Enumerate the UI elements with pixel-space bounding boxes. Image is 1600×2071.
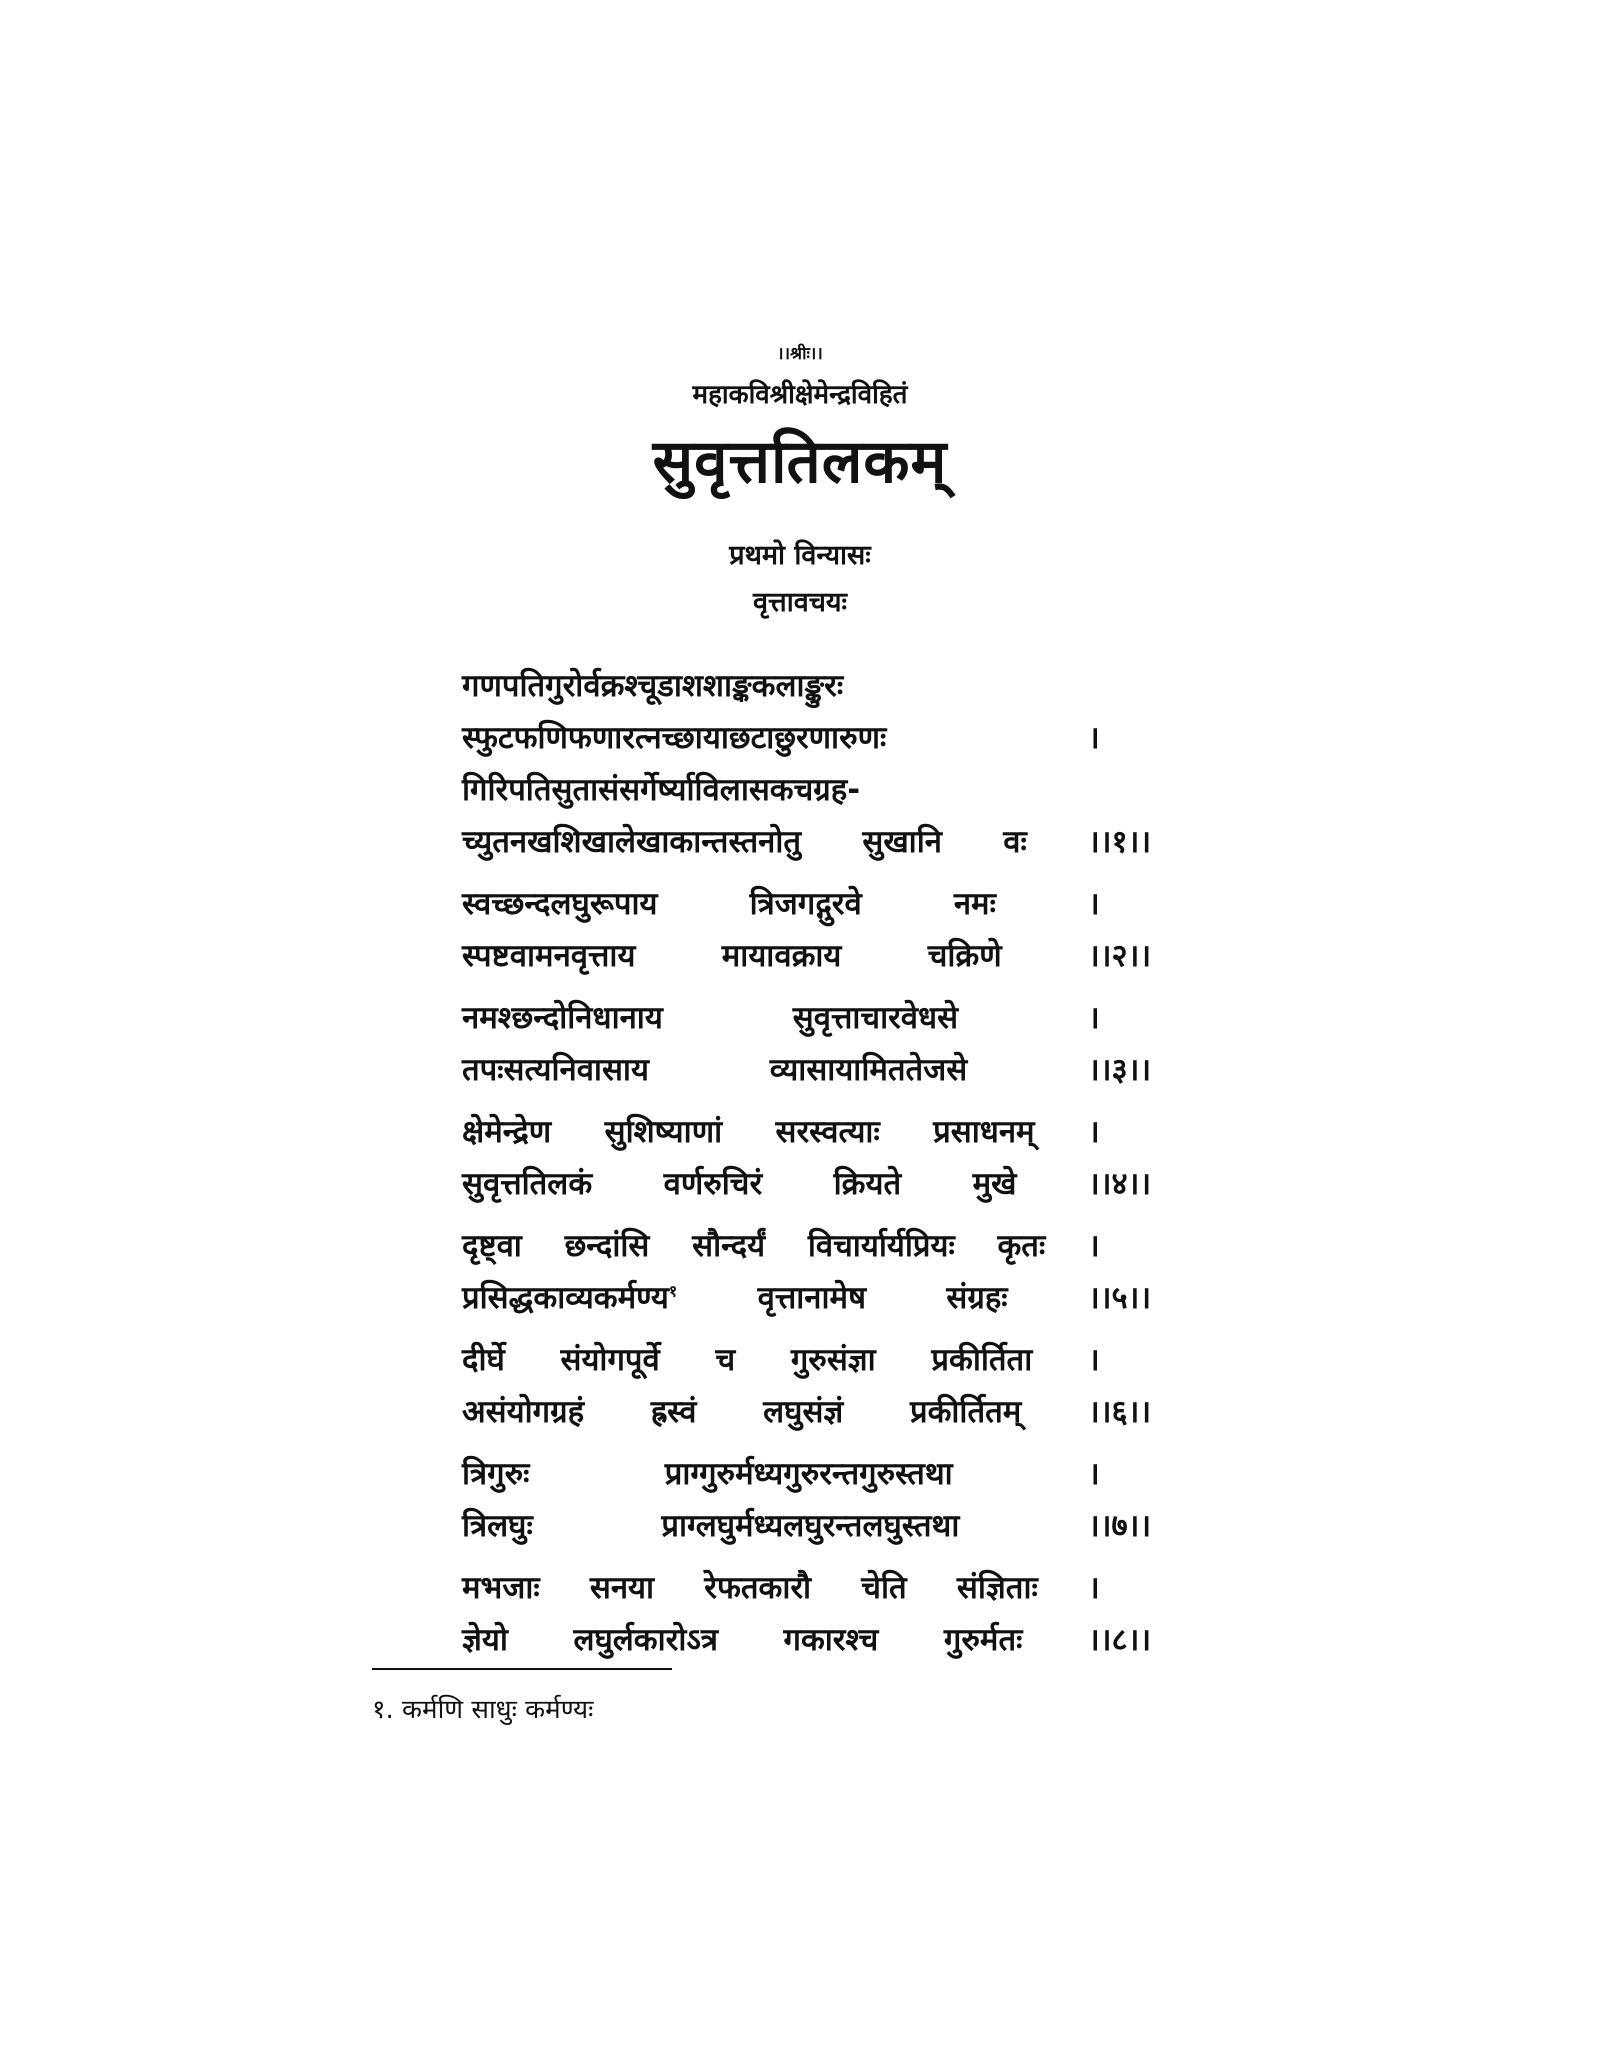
verse: [462, 1106, 1182, 1210]
footnote-divider: [372, 1668, 672, 1670]
verse-word: क्षेमेन्द्रेण: [462, 1114, 552, 1150]
verse-word: गणपतिगुरोर्वक्रश्चूडाशशाङ्ककलाङ्कुरः: [462, 668, 844, 704]
verse-number: [1088, 764, 1182, 816]
verse-number: ।: [1087, 1570, 1100, 1606]
verse-line: [462, 992, 1182, 1044]
verse-line: [462, 816, 1182, 868]
verse-word: प्राग्लघुर्मध्यलघुरन्तलघुस्तथा: [661, 1508, 960, 1544]
verse-line: [462, 712, 1182, 764]
verse-word: कृतः: [997, 1228, 1046, 1264]
verse-word: तपःसत्यनिवासाय: [462, 1052, 649, 1088]
verse-word: वर्णरुचिरं: [663, 1166, 763, 1202]
verse-number: ।।६।।: [1088, 1394, 1152, 1430]
verse-word: वः: [1003, 824, 1027, 860]
verse-word: सुवृत्ततिलकं: [462, 1166, 593, 1202]
verse-number: ।।१।।: [1088, 824, 1152, 860]
verse-word: सौन्दर्यं: [692, 1228, 766, 1264]
verse-number: ।।७।।: [1087, 1508, 1152, 1544]
verse-word: संग्रहः: [946, 1280, 1008, 1316]
verse-word: नमश्छन्दोनिधानाय: [462, 1000, 663, 1036]
author-line: महाकविश्रीक्षेमेन्द्रविहितं: [692, 380, 908, 410]
verse-word: सरस्वत्याः: [775, 1114, 880, 1150]
verse: [462, 992, 1182, 1096]
verse-number: ।।३।।: [1087, 1052, 1152, 1088]
verse-line: [462, 1106, 1182, 1158]
verse-word: दीर्घे: [462, 1342, 505, 1378]
verse-number: ।: [1087, 1114, 1100, 1150]
verse-line: [462, 660, 1182, 712]
verse-word: संज्ञिताः: [956, 1570, 1038, 1606]
verse-line: [462, 1562, 1182, 1614]
verse-word: च्युतनखशिखालेखाकान्तस्तनोतु: [462, 824, 802, 860]
verse-word: सुशिष्याणां: [604, 1114, 723, 1150]
verse-word: गकारश्च: [783, 1622, 879, 1658]
verse-word: मुखे: [972, 1166, 1017, 1202]
verse: [462, 1562, 1182, 1666]
verse-line: [462, 1158, 1182, 1210]
verse-line: [462, 1044, 1182, 1096]
verse-word: ज्ञेयो: [462, 1622, 508, 1658]
verse-word: मभजाः: [462, 1570, 540, 1606]
verse-word: त्रिगुरुः: [462, 1456, 530, 1492]
verse-word: प्रसिद्धकाव्यकर्मण्य$^१$: [462, 1280, 678, 1316]
verse-number: ।: [1087, 1228, 1100, 1264]
verse-number: ।।८।।: [1087, 1622, 1152, 1658]
section-heading: वृत्तावचयः: [753, 587, 847, 618]
chapter-heading: प्रथमो विन्यासः: [729, 540, 871, 571]
verse-line: [462, 1500, 1182, 1552]
page-title: सुवृत्ततिलकम्: [652, 427, 948, 497]
verse-word: च: [715, 1342, 736, 1378]
verse-word: मायावक्राय: [721, 938, 842, 974]
verse-word: छन्दांसि: [564, 1228, 650, 1264]
verse-word: क्रियते: [833, 1166, 902, 1202]
verse-word: लघुर्लकारोऽत्र: [573, 1622, 718, 1658]
verse-word: असंयोगग्रहं: [462, 1394, 585, 1430]
verse-line: [462, 1220, 1182, 1272]
verse-word: सुखानि: [862, 824, 942, 860]
footnote: १. कर्मणि साधुः कर्मण्यः: [372, 1695, 594, 1725]
verse-line: [462, 1614, 1182, 1666]
verse-word: स्वच्छन्दलघुरूपाय: [462, 886, 658, 922]
verse-number: [1088, 660, 1182, 712]
verse-line: [462, 1334, 1182, 1386]
verse-number: ।।२।।: [1087, 938, 1152, 974]
verse-word: गिरिपतिसुतासंसर्गेर्ष्याविलासकचग्रह-: [462, 772, 861, 808]
verse-word: प्राग्गुरुर्मध्यगुरुरन्तगुरुस्तथा: [664, 1456, 953, 1492]
verse-number: ।: [1088, 1000, 1100, 1036]
verse-number: ।: [1087, 1342, 1100, 1378]
verse-word: ह्रस्वं: [650, 1394, 697, 1430]
verse-word: चेति: [861, 1570, 907, 1606]
verse-number: ।।५।।: [1087, 1280, 1152, 1316]
verse-line: [462, 1272, 1182, 1324]
verse-word: व्यासायामिततेजसे: [769, 1052, 968, 1088]
verse-number: ।: [1088, 1456, 1100, 1492]
verse-word: वृत्तानामेष: [757, 1280, 866, 1316]
verse: [462, 878, 1182, 982]
verse-word: गुरुसंज्ञा: [790, 1342, 876, 1378]
verse-line: [462, 1448, 1182, 1500]
verse-word: त्रिलघुः: [462, 1508, 533, 1544]
verse-word: प्रकीर्तितम्: [909, 1394, 1022, 1430]
verse: [462, 1220, 1182, 1324]
verse-word: नमः: [953, 886, 996, 922]
verse-word: प्रसाधनम्: [933, 1114, 1035, 1150]
verse-line: [462, 878, 1182, 930]
verse-word: दृष्ट्वा: [462, 1228, 522, 1264]
verse-number: ।।४।।: [1087, 1166, 1152, 1202]
verse: [462, 660, 1182, 868]
verse-block: [462, 660, 1182, 1676]
invocation: ।।श्रीः।।: [777, 344, 823, 364]
verse-word: सनया: [589, 1570, 655, 1606]
verse-number: ।: [1088, 720, 1100, 756]
verse-word: चक्रिणे: [927, 938, 1002, 974]
verse-line: [462, 930, 1182, 982]
verse-word: स्पष्टवामनवृत्ताय: [462, 938, 636, 974]
verse-word: प्रकीर्तिता: [931, 1342, 1033, 1378]
verse-word: लघुसंज्ञं: [763, 1394, 844, 1430]
footnote-marker: १: [668, 1281, 678, 1301]
verse-word: स्फुटफणिफणारत्नच्छायाछटाछुरणारुणः: [462, 720, 887, 756]
verse-number: ।: [1087, 886, 1100, 922]
verse-word: गुरुर्मतः: [943, 1622, 1023, 1658]
verse-word: विचार्यार्यप्रियः: [807, 1228, 955, 1264]
verse-word: त्रिजगद्गुरवे: [749, 886, 862, 922]
verse-line: [462, 764, 1182, 816]
verse-word: रेफतकारौ: [704, 1570, 812, 1606]
verse-word: संयोगपूर्वे: [560, 1342, 660, 1378]
verse-line: [462, 1386, 1182, 1438]
verse: [462, 1334, 1182, 1438]
verse-word: सुवृत्ताचारवेधसे: [792, 1000, 959, 1036]
verse: [462, 1448, 1182, 1552]
